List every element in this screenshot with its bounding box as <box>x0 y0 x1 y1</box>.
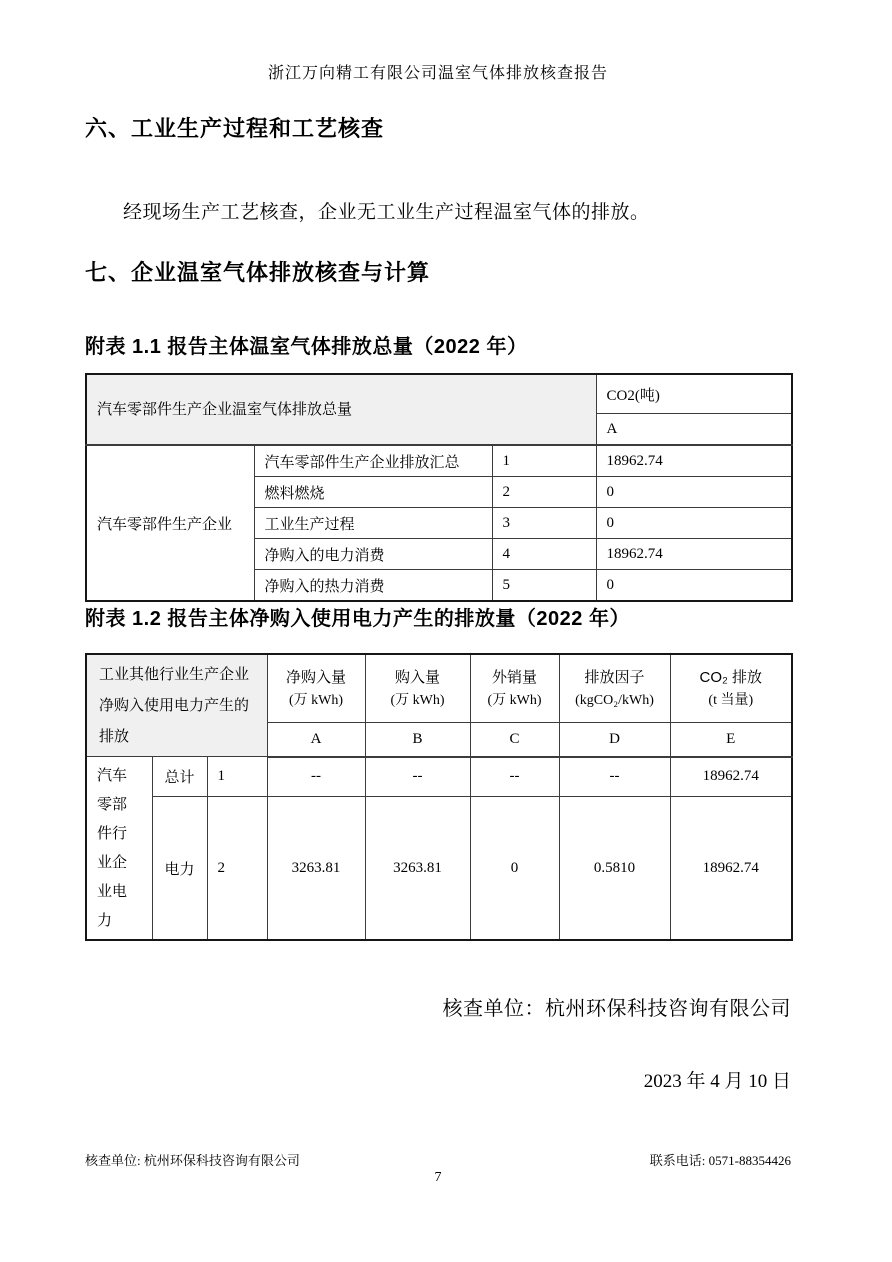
value-cell: -- <box>470 757 559 797</box>
body-paragraph: 经现场生产工艺核查，企业无工业生产过程温室气体的排放。 <box>123 202 650 223</box>
column-header-cell <box>670 654 792 723</box>
row-label-cell: 总计 <box>152 757 207 797</box>
column-letter-cell: A <box>267 723 365 757</box>
table-header-row <box>86 654 792 723</box>
value-cell: 3263.81 <box>267 797 365 940</box>
table-caption-1-2: 附表 1.2 报告主体净购入使用电力产生的排放量（2022 年） <box>85 608 630 630</box>
row-no-cell: 4 <box>492 539 596 570</box>
column-title: 排放因子 <box>584 669 645 687</box>
table-row <box>86 797 792 940</box>
signoff-agency: 核查单位：杭州环保科技咨询有限公司 <box>442 998 791 1020</box>
value-cell: 0 <box>596 508 792 539</box>
table-title-cell: 汽车零部件生产企业温室气体排放总量 <box>86 374 596 445</box>
column-title: 购入量 <box>395 669 441 687</box>
column-unit: (万 kWh) <box>390 692 445 708</box>
item-cell: 净购入的热力消费 <box>254 570 492 602</box>
value-cell: 0 <box>596 477 792 508</box>
value-cell: 18962.74 <box>596 445 792 477</box>
column-title: CO₂ 排放 <box>699 669 763 687</box>
column-header-cell <box>559 654 670 723</box>
table-caption-1-1: 附表 1.1 报告主体温室气体排放总量（2022 年） <box>85 336 528 358</box>
row-label-cell: 电力 <box>152 797 207 940</box>
ghg-total-table <box>85 373 793 602</box>
column-letter-cell: C <box>470 723 559 757</box>
row-no-cell: 1 <box>207 757 267 797</box>
value-cell: 0 <box>596 570 792 602</box>
row-no-cell: 1 <box>492 445 596 477</box>
electricity-emission-table <box>85 653 793 941</box>
column-title: 外销量 <box>492 669 538 687</box>
column-unit: (万 kWh) <box>288 692 344 708</box>
doc-header-title: 浙江万向精工有限公司温室气体排放核查报告 <box>267 65 608 82</box>
column-letter-cell: E <box>670 723 792 757</box>
value-cell: 0 <box>470 797 559 940</box>
value-cell: 18962.74 <box>596 539 792 570</box>
page-number: 7 <box>434 1170 442 1185</box>
row-no-cell: 2 <box>207 797 267 940</box>
item-cell: 汽车零部件生产企业排放汇总 <box>254 445 492 477</box>
column-header-cell <box>470 654 559 723</box>
value-cell: 0.5810 <box>559 797 670 940</box>
column-unit: (t 当量) <box>708 692 754 708</box>
footer-phone: 联系电话: 0571-88354426 <box>649 1153 791 1168</box>
column-unit: (万 kWh) <box>487 692 542 708</box>
value-cell: -- <box>267 757 365 797</box>
item-cell: 燃料燃烧 <box>254 477 492 508</box>
table-header-row <box>86 374 792 414</box>
page-footer <box>85 1150 791 1169</box>
corner-header-cell: 工业其他行业生产企业净购入使用电力产生的排放 <box>86 654 267 757</box>
section-heading-7: 七、企业温室气体排放核查与计算 <box>85 260 431 285</box>
column-header-cell <box>267 654 365 723</box>
section-heading-6: 六、工业生产过程和工艺核查 <box>85 116 385 141</box>
row-no-cell: 3 <box>492 508 596 539</box>
row-no-cell: 2 <box>492 477 596 508</box>
value-cell: -- <box>365 757 470 797</box>
value-cell: -- <box>559 757 670 797</box>
vertical-group-cell: 汽车零部件行业企业电力 <box>86 757 152 941</box>
value-cell: 18962.74 <box>670 797 792 940</box>
column-letter-cell: B <box>365 723 470 757</box>
column-header-cell <box>365 654 470 723</box>
column-letter-cell: D <box>559 723 670 757</box>
item-cell: 工业生产过程 <box>254 508 492 539</box>
value-cell: 3263.81 <box>365 797 470 940</box>
footer-agency: 核查单位: 杭州环保科技咨询有限公司 <box>85 1153 300 1168</box>
row-no-cell: 5 <box>492 570 596 602</box>
column-letter-cell: A <box>596 414 792 446</box>
unit-header-cell: CO2(吨) <box>596 374 792 414</box>
group-label-cell: 汽车零部件生产企业 <box>86 445 254 601</box>
value-cell: 18962.74 <box>670 757 792 797</box>
signoff-date: 2023 年 4 月 10 日 <box>643 1071 791 1092</box>
table-row <box>86 757 792 797</box>
column-title: 净购入量 <box>286 669 347 687</box>
column-unit: (kgCO₂/kWh) <box>575 692 654 708</box>
table-row <box>86 445 792 477</box>
item-cell: 净购入的电力消费 <box>254 539 492 570</box>
